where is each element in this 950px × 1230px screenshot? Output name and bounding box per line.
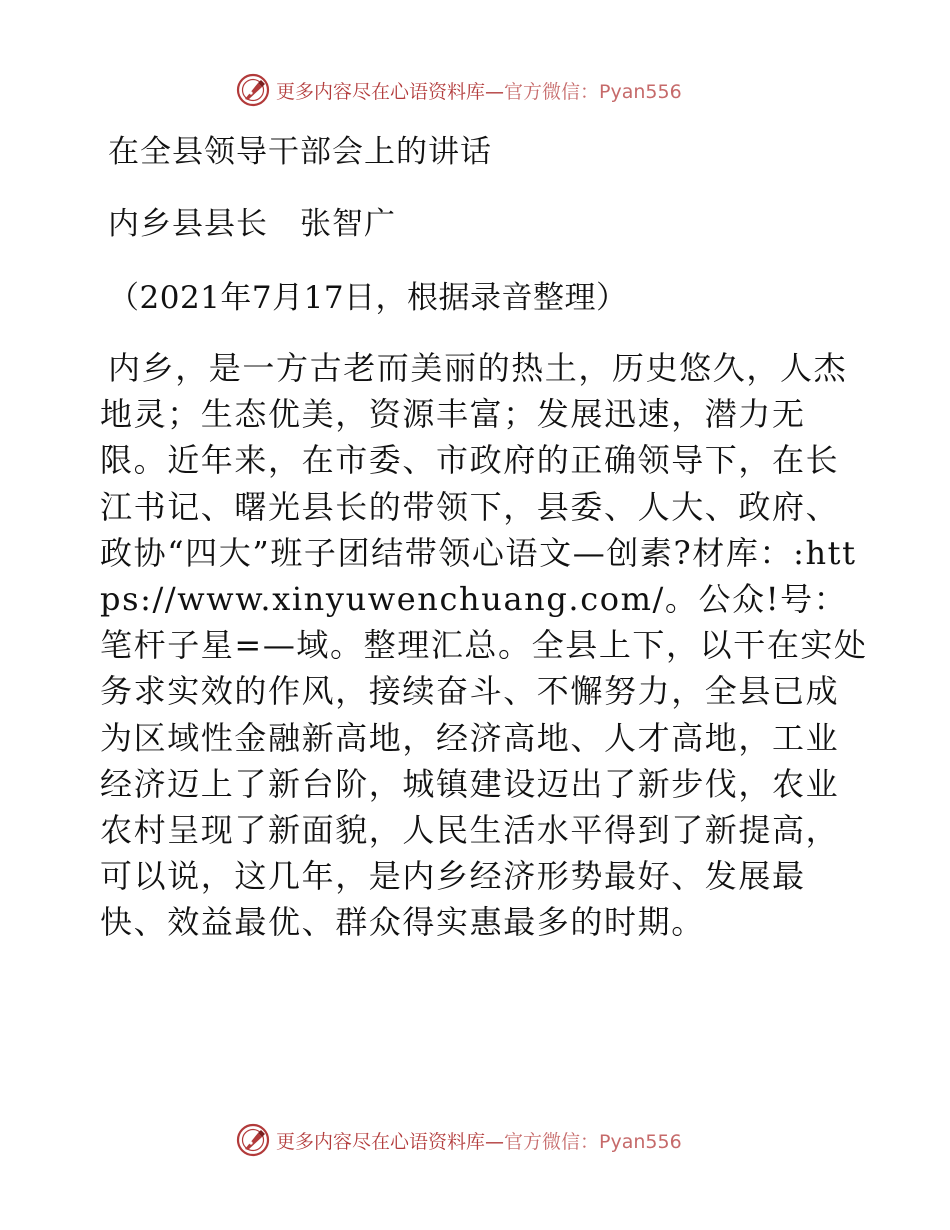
banner-wechat-text: 官方微信：Pyan556 — [504, 1130, 682, 1153]
banner-wechat-text: 官方微信：Pyan556 — [504, 80, 682, 103]
document-date-note: （2021年7月17日，根据录音整理） — [108, 280, 628, 316]
footer-banner — [236, 1122, 756, 1158]
banner-main-text: 更多内容尽在心语资料库— — [276, 80, 505, 103]
banner-main-text: 更多内容尽在心语资料库— — [276, 1130, 505, 1153]
pen-nib-logo-icon — [236, 1123, 270, 1157]
document-title: 在全县领导干部会上的讲话 — [108, 134, 492, 170]
pen-nib-logo-icon — [236, 73, 270, 107]
document-body-paragraph: 内乡，是一方古老而美丽的热土，历史悠久，人杰地灵；生态优美，资源丰富；发展迅速，潜力无限。近年来，在市委、市政府的正确领导下，在长江书记、曙光县长的带领下，县委、人大、政府、政协“四大”班子团结带领心语文—创素?材库：:https://www.xinyuwenchuang.com/。公众!号：笔杆子星=—域。整理汇总。全县上下，以干在实处务求实效的作风，接续奋斗、不懈努力，全县已成为区域性金融新高地，经济高地、人才高地，工业经济迈上了新台阶，城镇建设迈出了新步伐，农业农村呈现了新面貌，人民生活水平得到了新提高，可以说，这几年，是内乡经济形势最好、发展最快、效益最优、群众得实惠最多的时期。 — [100, 349, 868, 942]
document-author: 内乡县县长 张智广 — [108, 206, 396, 242]
header-banner — [236, 72, 756, 108]
banner-text — [276, 77, 682, 104]
banner-text — [276, 1127, 682, 1154]
